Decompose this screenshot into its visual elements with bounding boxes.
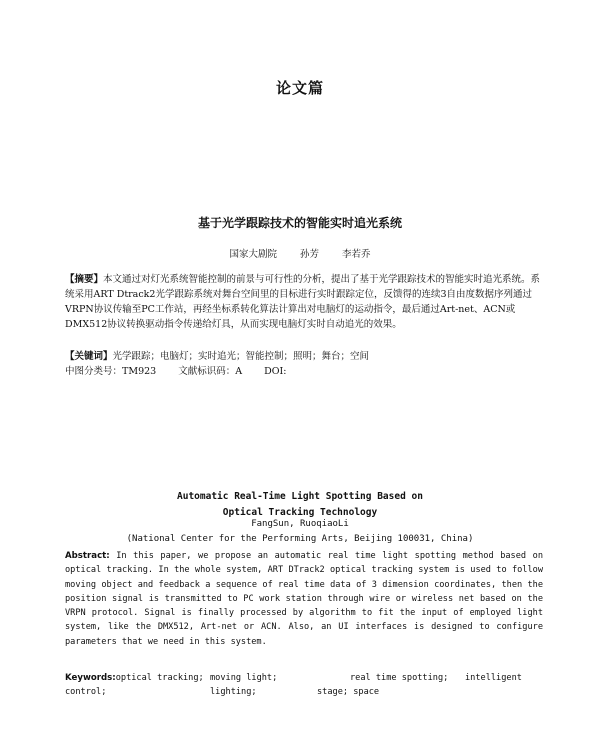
section-title: 论文篇 <box>275 79 324 97</box>
english-abstract-text: In this paper, we propose an automatic real time light spotting method based on optical tracking. In the whole system, ART DTrack2 optical tracking system is used to follow moving object and feedback a sequence of real time data of 3 dimension coordinates, then the position signal is transmitted to PC work station through wire or wireless net based on the VRPN protocol. Signal is finally processed by algorithm to fit the input of employed light system, like the DMX512, Art-net or ACN. Also, an UI interfaces is designed to configure parameters that we need in this system. <box>65 551 543 647</box>
english-keywords-label: Keywords: <box>65 673 116 683</box>
classification-number: 中图分类号：TM923 <box>65 366 157 377</box>
keyword-stage-space: stage; space <box>317 687 380 697</box>
keyword-intelligent: intelligent <box>465 673 522 683</box>
author-affiliation: 国家大剧院 <box>229 249 277 260</box>
chinese-title: 基于光学跟踪技术的智能实时追光系统 <box>197 216 402 230</box>
author-li-ruoqiao: 李若乔 <box>342 249 371 260</box>
chinese-abstract <box>65 272 543 332</box>
english-keywords <box>65 671 543 699</box>
english-title-line2: Optical Tracking Technology <box>222 507 378 518</box>
keywords-row-2 <box>65 685 543 699</box>
english-abstract <box>65 549 543 649</box>
keywords-row-1 <box>65 671 543 685</box>
english-title-line1: Automatic Real-Time Light Spotting Based on <box>177 491 423 502</box>
keyword-lighting: lighting; <box>210 687 257 697</box>
chinese-authors <box>0 246 600 260</box>
chinese-abstract-text: 本文通过对灯光系统智能控制的前景与可行性的分析，提出了基于光学跟踪技术的智能实时追光系统。系统采用ART Dtrack2光学跟踪系统对舞台空间里的目标进行实时跟踪定位，反馈得的连续3自由度数据序列通过VRPN协议传输至PC工作站，再经坐标系转化算法计算出对电脑灯的运动指令，最后通过Art-net、ACN或DMX512协议转换驱动指令传递给灯具，从而实现电脑灯实时自动追光的效果。 <box>65 274 541 330</box>
english-title <box>0 489 600 521</box>
keyword-control: control; <box>65 687 107 697</box>
keyword-optical-tracking: optical tracking; <box>115 673 204 683</box>
chinese-keywords <box>65 349 543 364</box>
author-sun-fang: 孙芳 <box>299 249 319 260</box>
doi-label: DOI: <box>264 366 287 377</box>
english-affiliation: (National Center for the Performing Arts, Beijing 100031, China) <box>126 534 474 544</box>
document-code: 文献标识码：A <box>178 366 243 377</box>
chinese-keywords-text: 光学跟踪；电脑灯；实时追光；智能控制；照明；舞台；空间 <box>112 351 370 362</box>
keyword-real-time-spotting: real time spotting; <box>350 673 449 683</box>
keyword-moving-light: moving light; <box>210 673 278 683</box>
english-authors: FangSun, RuoqiaoLi <box>251 519 349 529</box>
english-abstract-label: Abstract: <box>65 551 110 561</box>
chinese-abstract-label: 【摘要】 <box>65 274 104 285</box>
chinese-keywords-label: 【关键词】 <box>65 351 113 362</box>
classification-line <box>65 364 543 379</box>
